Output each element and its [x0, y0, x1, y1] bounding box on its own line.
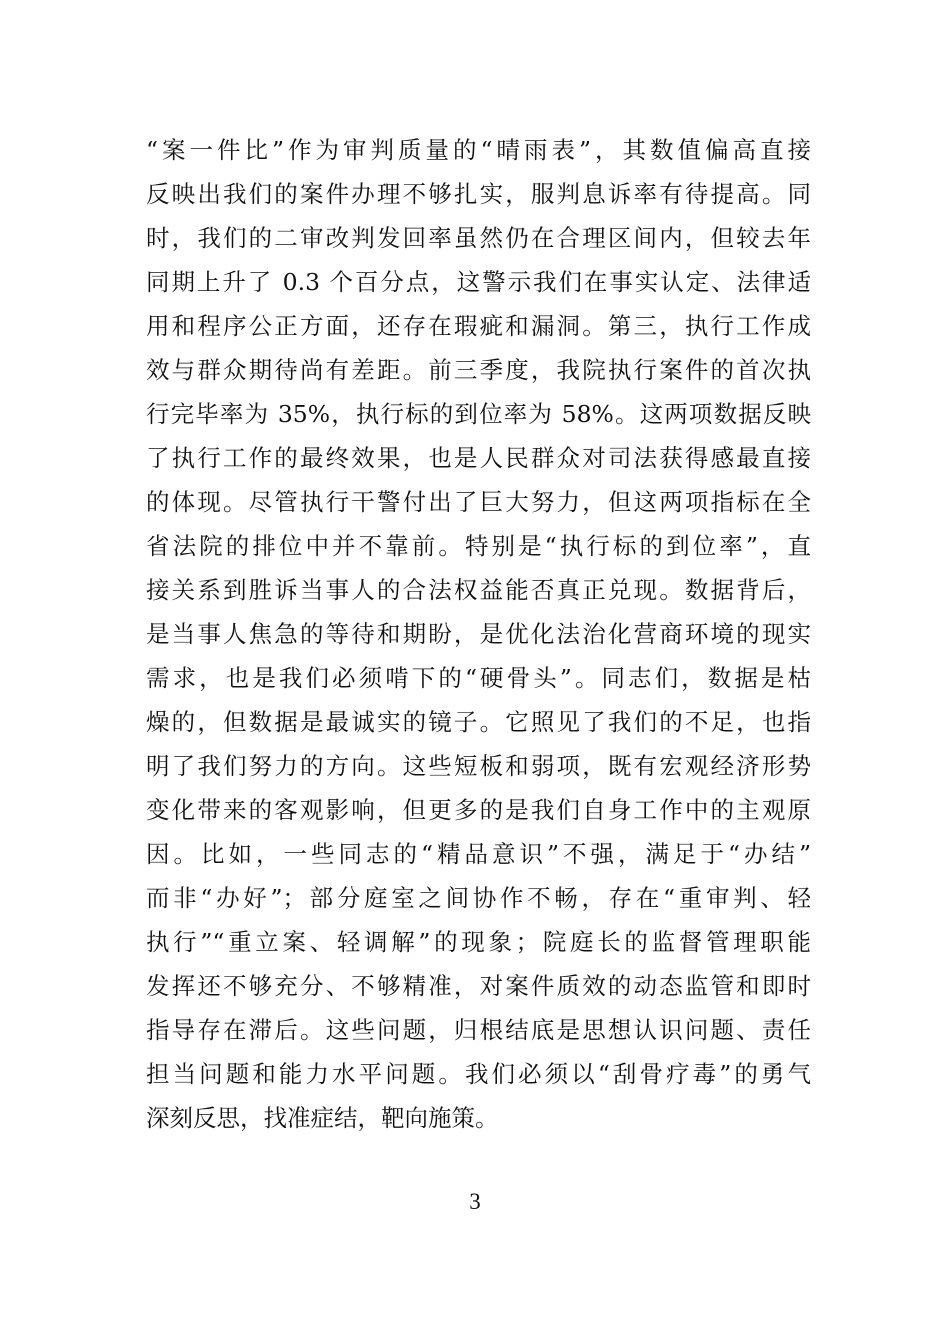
text-line: 变化带来的客观影响，但更多的是我们自身工作中的主观原: [146, 796, 811, 824]
text-line: 行完毕率为 35%，执行标的到位率为 58%。这两项数据反映: [146, 400, 811, 428]
text-line: 燥的，但数据是最诚实的镜子。它照见了我们的不足，也指: [146, 708, 811, 736]
text-line: 是当事人焦急的等待和期盼，是优化法治化营商环境的现实: [146, 620, 811, 648]
text-line: 同期上升了 0.3 个百分点，这警示我们在事实认定、法律适: [146, 268, 811, 296]
text-line: 用和程序公正方面，还存在瑕疵和漏洞。第三，执行工作成: [146, 312, 811, 340]
text-line: 深刻反思，找准症结，靶向施策。: [146, 1104, 499, 1132]
text-line: 明了我们努力的方向。这些短板和弱项，既有宏观经济形势: [146, 752, 811, 780]
text-line: 指导存在滞后。这些问题，归根结底是思想认识问题、责任: [146, 1016, 811, 1044]
text-line: “案一件比”作为审判质量的“晴雨表”，其数值偏高直接: [146, 136, 811, 164]
text-line: 了执行工作的最终效果，也是人民群众对司法获得感最直接: [146, 444, 811, 472]
text-line: 执行”“重立案、轻调解”的现象；院庭长的监督管理职能: [146, 928, 811, 956]
text-line: 时，我们的二审改判发回率虽然仍在合理区间内，但较去年: [146, 224, 811, 252]
text-line: 省法院的排位中并不靠前。特别是“执行标的到位率”，直: [146, 532, 811, 560]
text-line: 担当问题和能力水平问题。我们必须以“刮骨疗毒”的勇气: [146, 1060, 811, 1088]
text-line: 的体现。尽管执行干警付出了巨大努力，但这两项指标在全: [146, 488, 811, 516]
text-line: 需求，也是我们必须啃下的“硬骨头”。同志们，数据是枯: [146, 664, 811, 692]
text-line: 发挥还不够充分、不够精准，对案件质效的动态监管和即时: [146, 972, 811, 1000]
body-paragraph: [146, 128, 811, 1140]
text-line: 接关系到胜诉当事人的合法权益能否真正兑现。数据背后，: [146, 576, 811, 604]
text-line: 因。比如，一些同志的“精品意识”不强，满足于“办结”: [146, 840, 811, 868]
text-line: 而非“办好”；部分庭室之间协作不畅，存在“重审判、轻: [146, 884, 811, 912]
text-line: 反映出我们的案件办理不够扎实，服判息诉率有待提高。同: [146, 180, 811, 208]
page-number: 3: [469, 1189, 481, 1214]
text-line: 效与群众期待尚有差距。前三季度，我院执行案件的首次执: [146, 356, 811, 384]
